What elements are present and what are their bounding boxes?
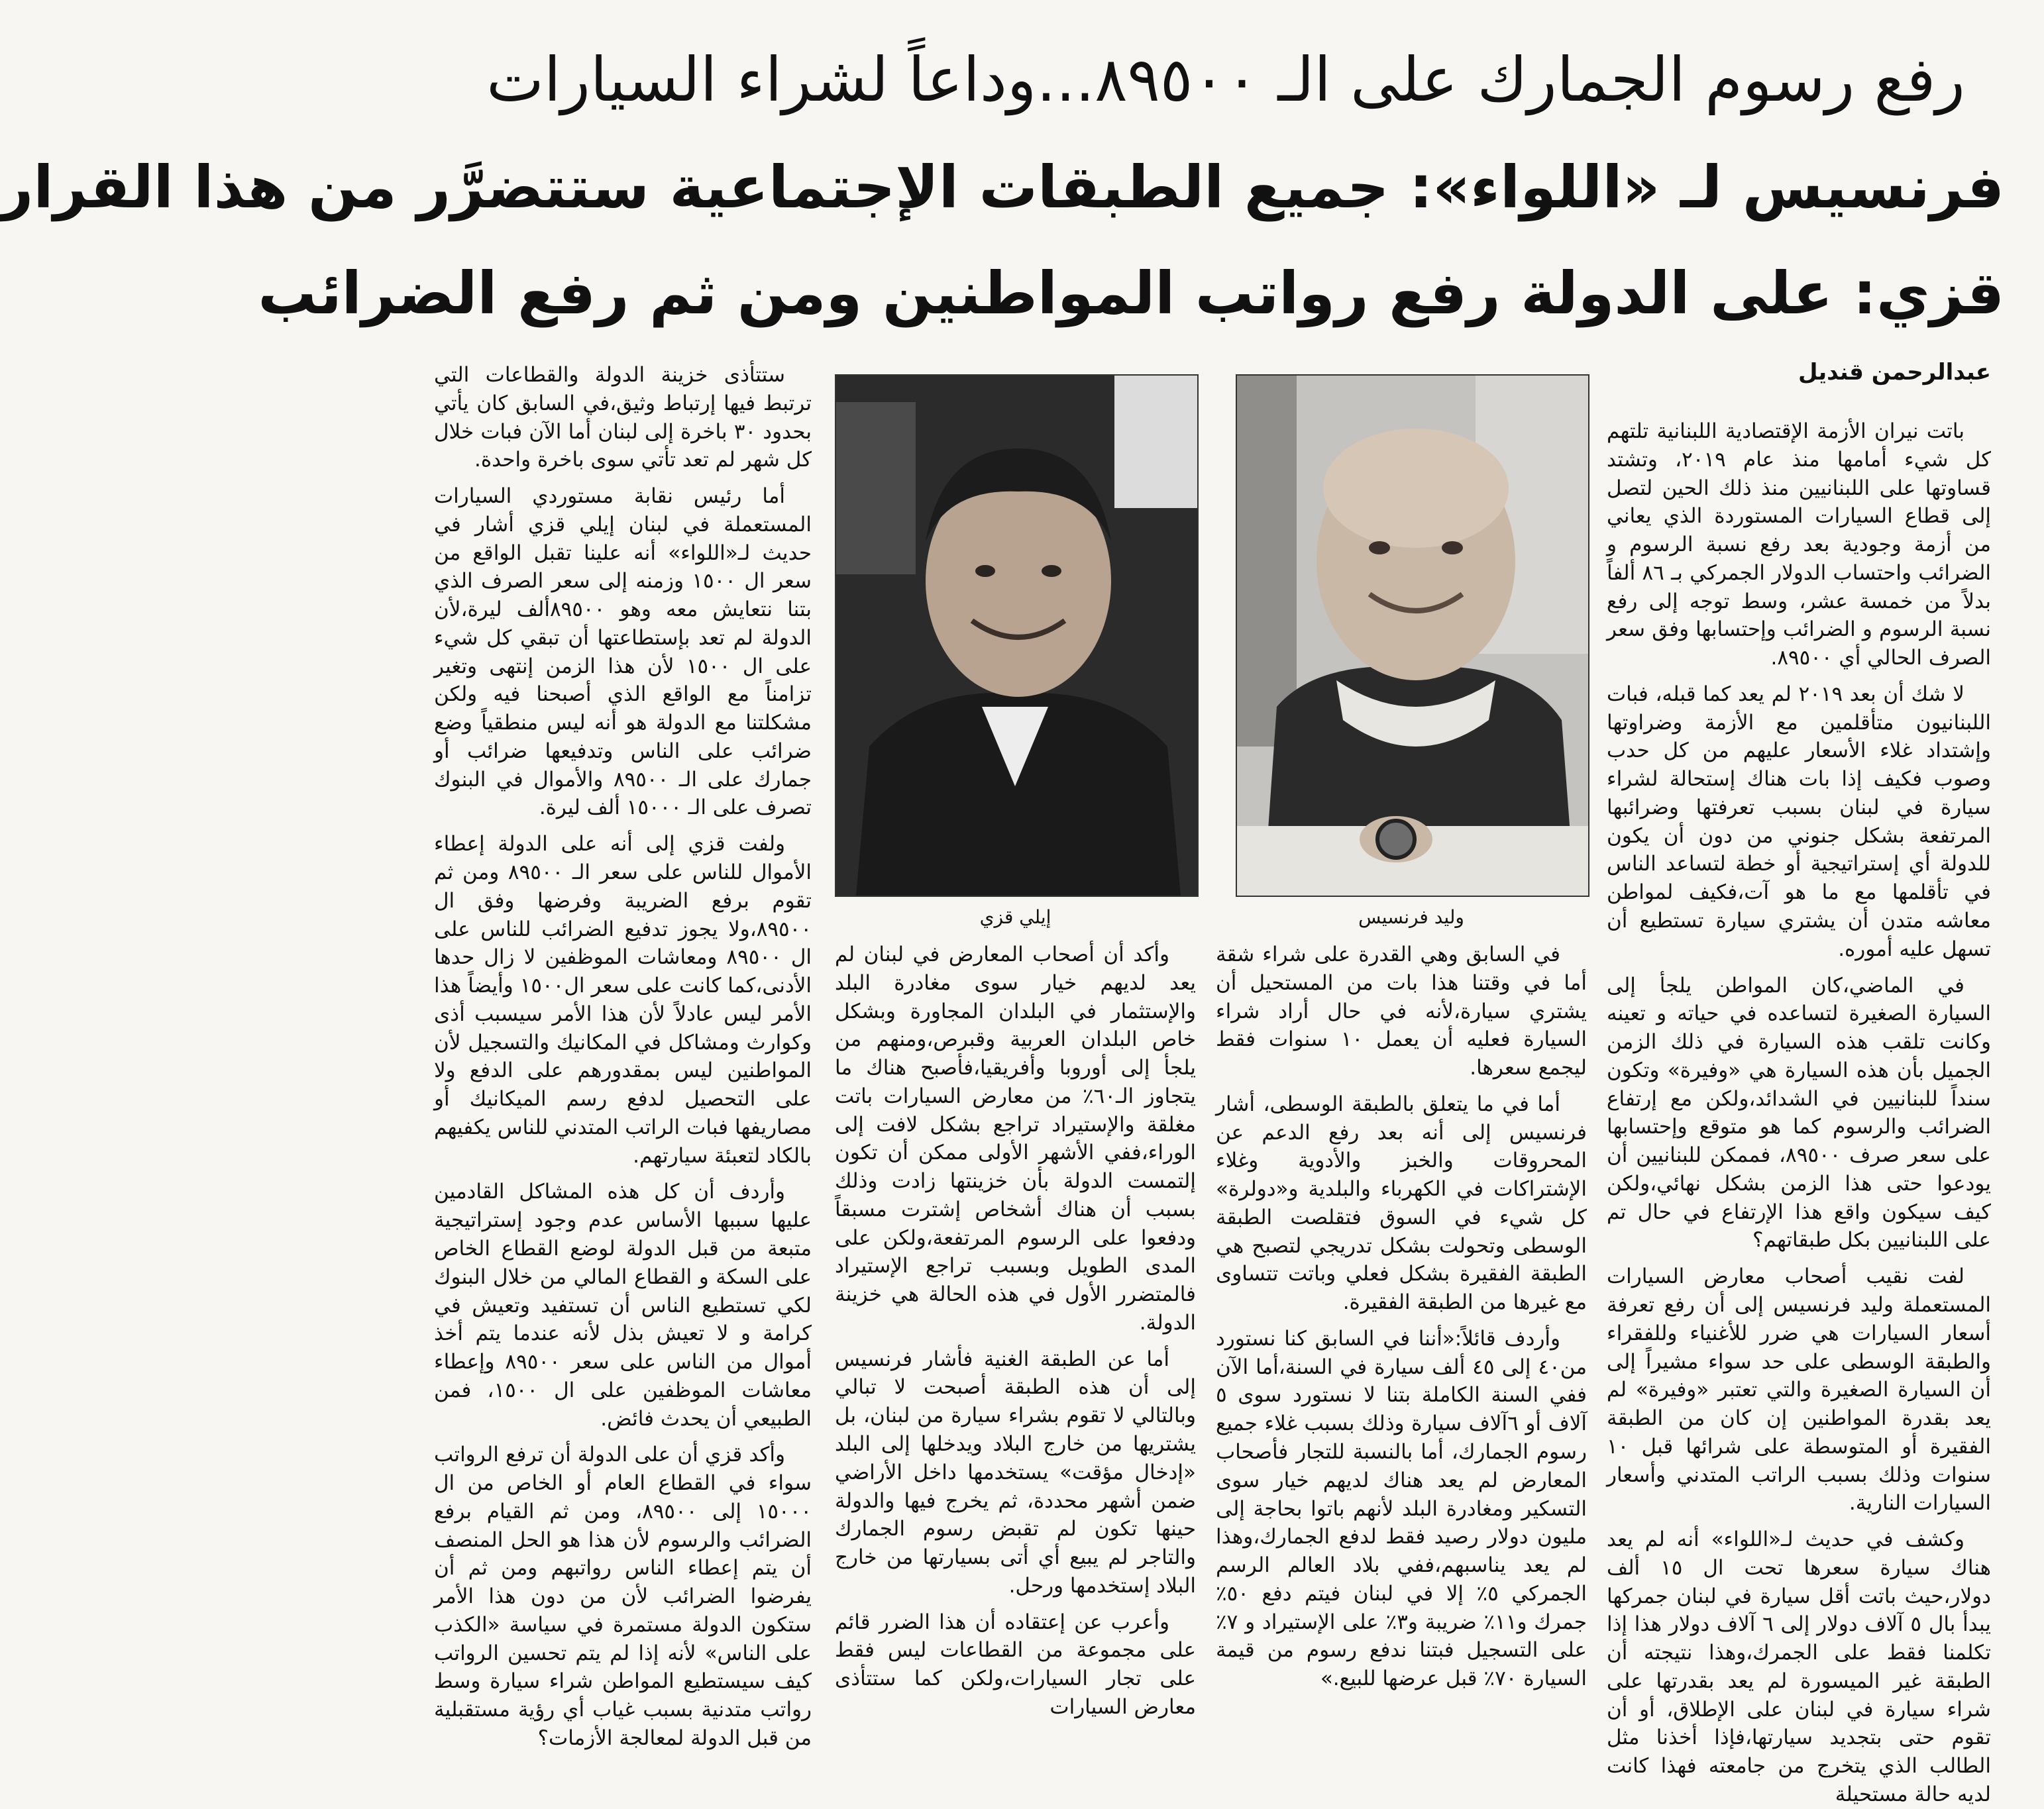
caption-kazzi: إيلي قزي [979,906,1051,928]
caption-fransis: وليد فرنسيس [1358,906,1464,928]
article-column-middle-right [1216,941,1587,1691]
paragraph: لفت نقيب أصحاب معارض السيارات المستعملة وليد فرنسيس إلى أن رفع تعرفة أسعار السيارات هي ضرر للأغنياء وللفقراء والطبقة الوسطى على حد سواء مشيراً إلى أن السيارة الصغيرة والتي تعتبر «وفيرة» لم يعد بقدرة المواطنين إن كان من الطبقة الفقيرة أو المتوسطة على شرائها قبل ١٠ سنوات وذلك بسبب الراتب المتدني وأسعار السيارات النارية. [1607,1265,1991,1516]
paragraph: وأعرب عن إعتقاده أن هذا الضرر قائم على مجموعة من القطاعات ليس فقط على تجار السيارات،ولكن كما ستتأذى معارض السيارات [835,1610,1196,1719]
byline: عبدالرحمن قنديل [1798,359,1991,386]
paragraph: وكشف في حديث لـ«اللواء» أنه لم يعد هناك سيارة سعرها تحت ال ١٥ ألف دولار،حيث باتت أقل سيارة في لبنان جمركها يبدأ بال ٥ آلاف دولار إلى ٦ آلاف دولار هذا إذا تكلمنا فقط على الجمرك،وهذا نتيجته أن الطبقة غير الميسورة لم يعد بقدرتها على شراء سيارة في لبنان على الإطلاق، أو أن تقوم حتى بتجديد سيارتها،فإذا أخذنا مثل الطالب الذي يتخرج من جامعته فهذا كانت لديه حالة مستحيلة [1607,1527,1992,1806]
paragraph: باتت نيران الأزمة الإقتصادية اللبنانية تلتهم كل شيء أمامها منذ عام ٢٠١٩، وتشتد قساوتها على اللبنانيين منذ ذلك الحين لتصل إلى قطاع السيارات المستوردة الذي يعاني من أزمة وجودية بعد رفع نسبة الرسوم و الضرائب واحتساب الدولار الجمركي بـ ٨٦ ألفاً بدلاً من خمسة عشر، وسط توجه إلى رفع نسبة الرسوم و الضرائب وإحتسابها وفق سعر الصرف الحالي أي ٨٩٥٠٠. [1607,419,1991,670]
paragraph: ستتأذى خزينة الدولة والقطاعات التي ترتبط فيها إرتباط وثيق،في السابق كان يأتي بحدود ٣٠ باخرة إلى لبنان أما الآن فبات خلال كل شهر لم تعد تأتي سوى باخرة واحدة. [434,363,812,472]
headline-fransis: فرنسيس لـ «اللواء»: جميع الطبقات الإجتماعية ستتضرَّر من هذا القرار [0,153,2004,221]
headline-main: رفع رسوم الجمارك على الـ ٨٩٥٠٠...وداعاً لشراء السيارات [486,44,1965,115]
paragraph: وأكد قزي أن على الدولة أن ترفع الرواتب سواء في القطاع العام أو الخاص من ال ١٥٠٠٠ إلى ٨٩٥٠٠، ومن ثم القيام برفع الضرائب والرسوم لأن هذا هو الحل المنصف أن يتم إعطاء الناس رواتبهم ومن ثم أن يفرضوا الضرائب لأن من دون هذا الأمر ستكون الدولة مستمرة في سياسة «الكذب على الناس» لأنه إذا لم يتم تحسين الرواتب كيف سيستطيع المواطن شراء سيارة وسط رواتب متدنية بسبب غياب أي رؤية مستقبلية من قبل الدولة لمعالجة الأزمات؟ [434,1443,812,1750]
photo-elie-kazzi [835,374,1199,897]
paragraph: لا شك أن بعد ٢٠١٩ لم يعد كما قبله، فبات اللبنانيون متأقلمين مع الأزمة وضراوتها وإشتداد غلاء الأسعار عليهم من كل حدب وصوب فكيف إذا بات هناك إستحالة لشراء سيارة في لبنان بسبب تعرفتها وضرائبها المرتفعة بشكل جنوني من دون أن يكون للدولة أي إستراتيجية أو خطة لتساعد الناس في تأقلمها مع ما هو آت،فكيف لمواطن معاشه متدن أن يشتري سيارة تستطيع أن تسهل عليه أموره. [1607,682,1991,961]
paragraph: ولفت قزي إلى أنه على الدولة إعطاء الأموال للناس على سعر الـ ٨٩٥٠٠ ومن ثم تقوم برفع الضريبة وفرضها وفق ال ٨٩٥٠٠،ولا يجوز تدفيع الضرائب للناس على ال ٨٩٥٠٠ ومعاشات الموظفين لا زال حدها الأدنى،كما كانت على سعر ال١٥٠٠ وأيضاً هذا الأمر ليس عادلاً لأن هذا الأمر سيسبب أذى وكوارث ومشاكل في المكانيك والتسجيل لأن المواطنين ليس بمقدورهم على الدفع ولا على التحصيل لدفع رسم الميكانيك أو مصاريفها فبات الراتب المتدني للناس يكفيهم بالكاد لتعبئة سيارتهم. [434,832,812,1168]
article-column-middle-left [835,941,1196,1719]
paragraph: وأكد أن أصحاب المعارض في لبنان لم يعد لديهم خيار سوى مغادرة البلد والإستثمار في البلدان المجاورة وبشكل خاص البلدان العربية وقبرص،ومنهم من يلجأ إلى أوروبا وأفريقيا،فأصبح هناك ما يتجاوز الـ٦٠٪ من معارض السيارات باتت مغلقة والإستيراد تراجع بشكل لافت إلى الوراء،ففي الأشهر الأولى ممكن أن تكون إلتمست الدولة بأن خزينتها زادت وذلك بسبب أن هناك أشخاص إشترت مسبقاً ودفعوا على الرسوم المرتفعة،ولكن على المدى الطويل وبسبب تراجع الإستيراد فالمتضرر الأول في هذه الحالة هي خزينة الدولة. [835,943,1196,1335]
paragraph: أما رئيس نقابة مستوردي السيارات المستعملة في لبنان إيلي قزي أشار في حديث لـ«اللواء» أنه علينا تقبل الواقع من سعر ال ١٥٠٠ وزمنه إلى سعر الصرف الذي بتنا نتعايش معه وهو ٨٩٥٠٠ألف ليرة،لأن الدولة لم تعد بإستطاعتها أن تبقي كل شيء على ال ١٥٠٠ لأن هذا الزمن إنتهى وتغير تزامناً مع الواقع الذي أصبحنا فيه ولكن مشكلتنا مع الدولة هو أنه ليس منطقياً وضع ضرائب على الناس وتدفيعها ضرائب أو جمارك على الـ ٨٩٥٠٠ والأموال في البنوك تصرف على الـ ١٥٠٠٠ ألف ليرة. [434,484,812,820]
portrait-fransis-image [1237,376,1588,896]
paragraph: أما في ما يتعلق بالطبقة الوسطى، أشار فرنسيس إلى أنه بعد رفع الدعم عن المحروقات والخبز والأدوية وغلاء الإشتراكات في الكهرباء والبلدية و«دولرة» كل شيء في السوق فتقلصت الطبقة الوسطى وتحولت بشكل تدريجي لتصبح هي الطبقة الفقيرة بشكل فعلي وباتت تتساوى مع غيرها من الطبقة الفقيرة. [1216,1092,1587,1315]
headline-kazzi: قزي: على الدولة رفع رواتب المواطنين ومن ثم رفع الضرائب [258,259,2004,327]
paragraph: وأردف قائلاً:«أننا في السابق كنا نستورد من٤٠ إلى ٤٥ ألف سيارة في السنة،أما الآن ففي السنة الكاملة بتنا لا نستورد سوى ٥ آلاف أو ٦آلاف سيارة وذلك بسبب غلاء جميع رسوم الجمارك، أما بالنسبة للتجار فأصحاب المعارض لم يعد هناك لديهم خيار سوى التسكير ومغادرة البلد لأنهم باتوا بحاجة إلى مليون دولار رصيد فقط لدفع الجمارك،وهذا لم يعد يناسبهم،ففي بلاد العالم الرسم الجمركي ٥٪ إلا في لبنان فيتم دفع ٥٠٪ جمرك و١١٪ ضريبة و٣٪ على الإستيراد و ٧٪ على التسجيل فبتنا ندفع رسوم من قيمة السيارة ٧٠٪ قبل عرضها للبيع.» [1216,1326,1587,1691]
article-column-left [434,361,812,1750]
paragraph: وأردف أن كل هذه المشاكل القادمين عليها سببها الأساس عدم وجود إستراتيجية متبعة من قبل الدولة لوضع القطاع الخاص على السكة و القطاع المالي من خلال البنوك لكي تستطيع الناس أن تستفيد وتعيش في كرامة و لا تعيش بذل لأنه عندما يتم أخذ أموال من الناس على سعر ٨٩٥٠٠ وإعطاء معاشات الموظفين على ال ١٥٠٠، فمن الطبيعي أن يحدث فائض. [434,1180,812,1431]
portrait-kazzi-image [836,376,1197,896]
paragraph: في السابق وهي القدرة على شراء شقة أما في وقتنا هذا بات من المستحيل أن يشتري سيارة،لأنه في حال أراد شراء السيارة فعليه أن يعمل ١٠ سنوات فقط ليجمع سعرها. [1216,943,1587,1080]
paragraph: أما عن الطبقة الغنية فأشار فرنسيس إلى أن هذه الطبقة أصبحت لا تبالي وبالتالي لا تقوم بشراء سيارة من لبنان، بل يشتريها من خارج البلاد ويدخلها إلى البلد «إدخال مؤقت» يستخدمها داخل الأراضي ضمن أشهر محددة، ثم يخرج فيها والدولة حينها تكون لم تقبض رسوم الجمارك والتاجر لم يبيع أي أتى بسيارتها من خارج البلاد إستخدمها ورحل. [835,1347,1196,1598]
article-column-right [1607,417,1992,1806]
paragraph: في الماضي،كان المواطن يلجأ إلى السيارة الصغيرة لتساعده في حياته و تعينه وكانت تلقب هذه السيارة في ذلك الزمن الجميل بأن هذه السيارة هي «وفيرة» وتكون سنداً للبنانيين في الشدائد،ولكن مع إرتفاع الضرائب والرسوم كما هو متوقع وإحتسابها على سعر صرف ٨٩٥٠٠، فممكن للبنانيين أن يودعوا حتى هذا الزمن بشكل نهائي،ولكن كيف سيكون واقع هذا الإرتفاع في حال تم على اللبنانيين بكل طبقاتهم؟ [1607,973,1991,1253]
photo-walid-fransis [1236,374,1589,897]
